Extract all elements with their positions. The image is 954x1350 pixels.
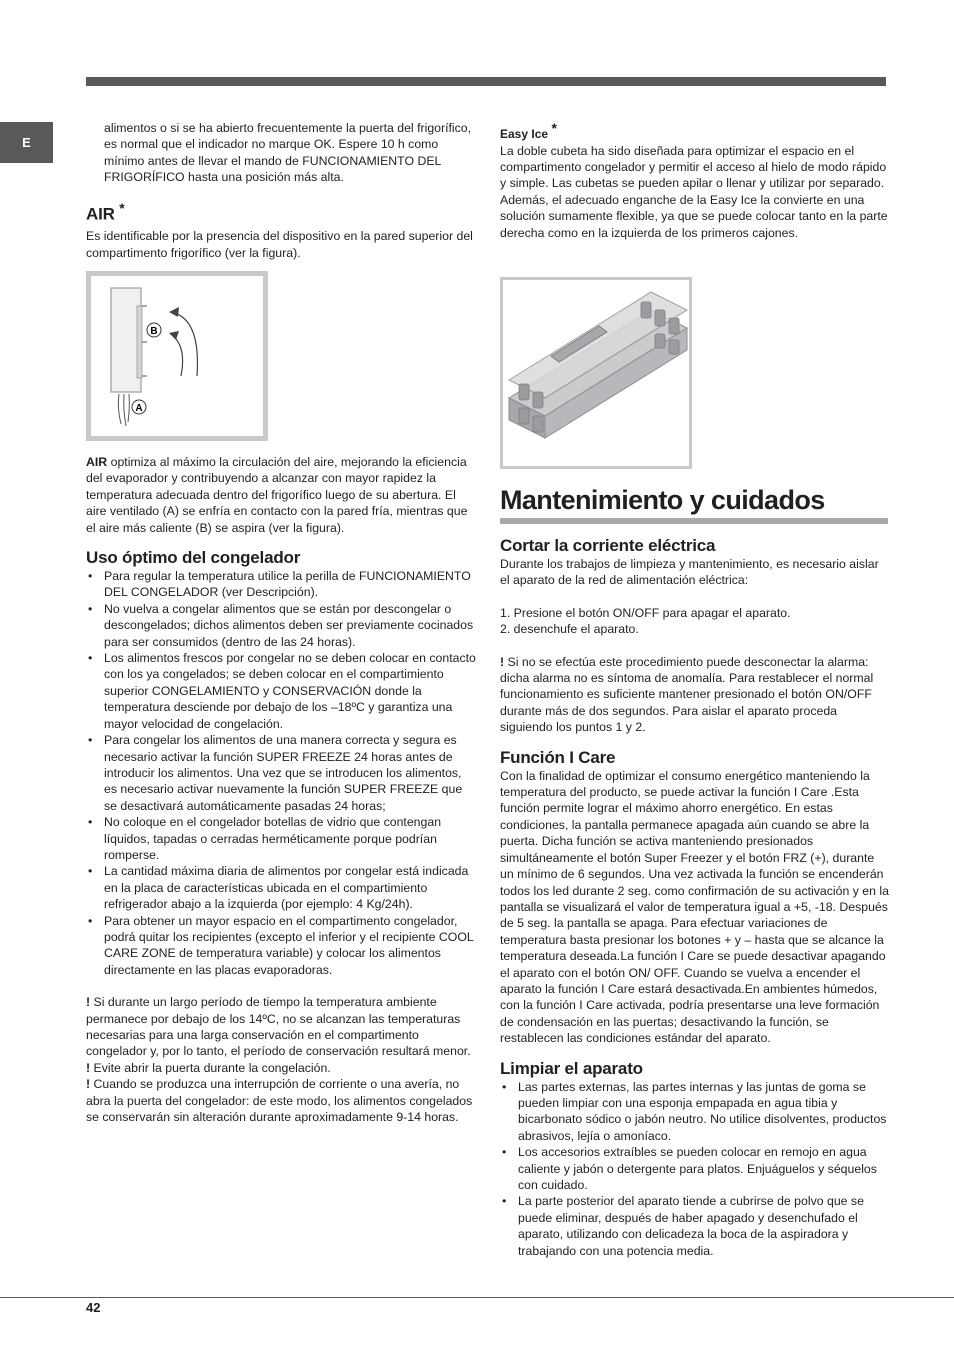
list-item: • No vuelva a congelar alimentos que se están por descongelar o descongelados; dichos alimentos deben ser previamente cocinados para ser consumidos (dentro de las 24 horas). bbox=[86, 601, 476, 650]
cortar-step-1: 1. Presione el botón ON/OFF para apagar el aparato. bbox=[500, 605, 791, 620]
list-item: • La cantidad máxima diaria de alimentos por congelar está indicada en la placa de características ubicada en el compartimiento refrigerador abajo a la izquierda (por ejemplo: 4 Kg/24h). bbox=[86, 863, 476, 912]
warning-1 bbox=[86, 994, 476, 1060]
right-column bbox=[500, 120, 890, 241]
easy-ice-title: Easy Ice bbox=[500, 127, 549, 142]
warning-mark: ! bbox=[86, 1077, 91, 1092]
easy-ice-p1: La doble cubeta ha sido diseñada para optimizar el espacio en el compartimento congelador y permitir el acceso al hielo de modo rápido y simple. Las cubetas se pueden apilar o llenar y utilizar por separado. bbox=[500, 143, 887, 191]
warning-mark: ! bbox=[86, 1060, 91, 1075]
easy-ice-star: * bbox=[551, 120, 557, 136]
air-description: Es identificable por la presencia del dispositivo en la pared superior del compartimento frigorífico (ver la figura). bbox=[86, 229, 473, 260]
fig-label-b: B bbox=[150, 326, 158, 337]
language-label: E bbox=[22, 135, 31, 150]
warning-2 bbox=[86, 1060, 476, 1076]
warning-mark: ! bbox=[500, 654, 505, 669]
limpiar-heading: Limpiar el aparato bbox=[500, 1058, 643, 1078]
easy-ice-p2: Además, el adecuado enganche de la Easy Ice la convierte en una solución sumamente flexible, ya que se puede colocar tanto en la parte derecha como en la izquierda de los primeros cajones. bbox=[500, 192, 888, 240]
air-text: optimiza al máximo la circulación del aire, mejorando la eficiencia del evaporador y contribuyendo a alcanzar con mayor rapidez la temperatura adecuada dentro del frigorífico luego de su abertura. El aire ventilado (A) se enfría en contacto con la pared fría, mientras que el aire más caliente (B) se aspira (ver la figura). bbox=[86, 455, 468, 535]
uso-list bbox=[86, 568, 476, 978]
air-star: * bbox=[119, 199, 125, 216]
easy-ice-figure bbox=[500, 277, 692, 469]
warning-mark: ! bbox=[86, 995, 91, 1010]
fig-label-a: A bbox=[135, 403, 143, 414]
left-column bbox=[86, 120, 476, 261]
cortar-heading: Cortar la corriente eléctrica bbox=[500, 536, 716, 555]
easy-ice-heading bbox=[500, 120, 890, 143]
cortar-paragraph: Durante los trabajos de limpieza y mantenimiento, es necesario aislar el aparato de la red de alimentación eléctrica: bbox=[500, 557, 879, 588]
cortar-warning-text: Si no se efectúa este procedimiento puede desconectar la alarma: dicha alarma no es síntoma de anomalía. Para restablecer el normal funcionamiento es suficiente mantener presionado el botón ON/OFF durante más de dos segundos. Para aislar el aparato proceda siguiendo los puntos 1 y 2. bbox=[500, 654, 874, 735]
limpiar-list bbox=[500, 1079, 890, 1259]
air-diagram bbox=[91, 276, 263, 436]
air-bold: AIR bbox=[86, 455, 108, 469]
list-item: • La parte posterior del aparato tiende a cubrirse de polvo que se puede eliminar, después de haber apagado y desenchufado el aparato, utilizando con delicadeza la boca de la aspiradora y trabajando con una potencia media. bbox=[500, 1193, 890, 1259]
list-item: • No coloque en el congelador botellas de vidrio que contengan líquidos, tapadas o cerradas herméticamente porque podrían romperse. bbox=[86, 814, 476, 863]
ice-tray-illustration bbox=[503, 280, 689, 466]
intro-paragraph: alimentos o si se ha abierto frecuentemente la puerta del frigorífico, es normal que el indicador no marque OK. Espere 10 h como mínimo antes de llevar el mando de FUNCIONAMIENTO DEL FRIGORÍFICO hasta una posición más alta. bbox=[104, 121, 472, 185]
air-title: AIR bbox=[86, 204, 115, 224]
top-rule bbox=[86, 77, 886, 86]
uso-heading: Uso óptimo del congelador bbox=[86, 548, 301, 568]
icare-heading: Función I Care bbox=[500, 747, 616, 767]
warning-3 bbox=[86, 1076, 476, 1125]
left-column-lower bbox=[86, 454, 476, 1125]
list-item: • Las partes externas, las partes internas y las juntas de goma se pueden limpiar con una esponja empapada en agua tibia y bicarbonato sódico o jabón neutro. No utilice disolventes, productos abrasivos, lejía o amoníaco. bbox=[500, 1079, 890, 1145]
list-item: • Los alimentos frescos por congelar no se deben colocar en contacto con los ya congelados; se deben colocar en el compartimiento superior CONGELAMIENTO y CONSERVACIÓN donde la temperatura desciende por debajo de los –18ºC y garantiza una mayor velocidad de congelación. bbox=[86, 650, 476, 732]
bottom-rule bbox=[0, 1297, 954, 1298]
list-item: • Para regular la temperatura utilice la perilla de FUNCIONAMIENTO DEL CONGELADOR (ver Descripción). bbox=[86, 568, 476, 601]
list-item: • Para congelar los alimentos de una manera correcta y segura es necesario activar la función SUPER FREEZE 24 horas antes de introducir los alimentos. Una vez que se introducen los alimentos, es necesario activar nuevamente la función SUPER FREEZE que se desactivará automáticamente pasadas 24 horas; bbox=[86, 732, 476, 814]
warning-2-text: Evite abrir la puerta durante la congelación. bbox=[90, 1060, 331, 1075]
air-heading bbox=[86, 198, 476, 225]
list-item: • Para obtener un mayor espacio en el compartimento congelador, podrá quitar los recipientes (excepto el inferior y el recipiente COOL CARE ZONE de temperatura variable) y colocar los alimentos directamente en las placas evaporadoras. bbox=[86, 913, 476, 979]
warning-3-text: Cuando se produzca una interrupción de corriente o una avería, no abra la puerta del congelador: de este modo, los alimentos congelados se conservarán sin alteración durante aproximadamente 9-14 horas. bbox=[86, 1077, 473, 1125]
air-figure bbox=[86, 271, 268, 441]
warning-1-text: Si durante un largo período de tiempo la temperatura ambiente permanece por debajo de los 14ºC, no se alcanzan las temperaturas necesarias para una larga conservación en el compartimento congelador y, por lo tanto, el período de conservación resultará menor. bbox=[86, 995, 471, 1059]
page-number: 42 bbox=[86, 1300, 101, 1315]
right-column-lower bbox=[500, 484, 890, 1259]
air-explanation bbox=[86, 454, 476, 536]
page-title: Mantenimiento y cuidados bbox=[500, 485, 825, 515]
list-item: • Los accesorios extraíbles se pueden colocar en remojo en agua caliente y jabón o detergente para platos. Enjuáguelos y séquelos con cuidado. bbox=[500, 1144, 890, 1193]
cortar-warning bbox=[500, 654, 890, 736]
cortar-step-2: 2. desenchufe el aparato. bbox=[500, 622, 639, 637]
language-tab bbox=[0, 122, 53, 163]
icare-paragraph: Con la finalidad de optimizar el consumo energético manteniendo la temperatura del producto, se puede activar la función I Care .Esta función permite lograr el máximo ahorro energético. En estas condiciones, la pantalla permanece apagada aún cuando se abre la puerta. Dicha función se activa manteniendo presionados simultáneamente el botón Super Freezer y el botón FRZ (+), durante un mínimo de 6 segundos. Una vez activada la función se encenderán todos los led durante 2 seg. como confirmación de su activación y en la pantalla se visualizará el valor de temperatura igual a +5, -18. Después de 5 seg. la pantalla se apaga. Para efectuar variaciones de temperatura basta presionar los botones + y – hasta que se alcance la temperatura deseada.La función I Care se puede desactivar apagando el aparato con el botón ON/ OFF. Cuando se vuelva a encender el aparato la función I Care estará desactivada.En ambientes húmedos, con la función I Care activada, podría presentarse una leve formación de condensación en las puertas; desactivando la función, se restablecen las condiciones estándar del aparato. bbox=[500, 768, 889, 1046]
